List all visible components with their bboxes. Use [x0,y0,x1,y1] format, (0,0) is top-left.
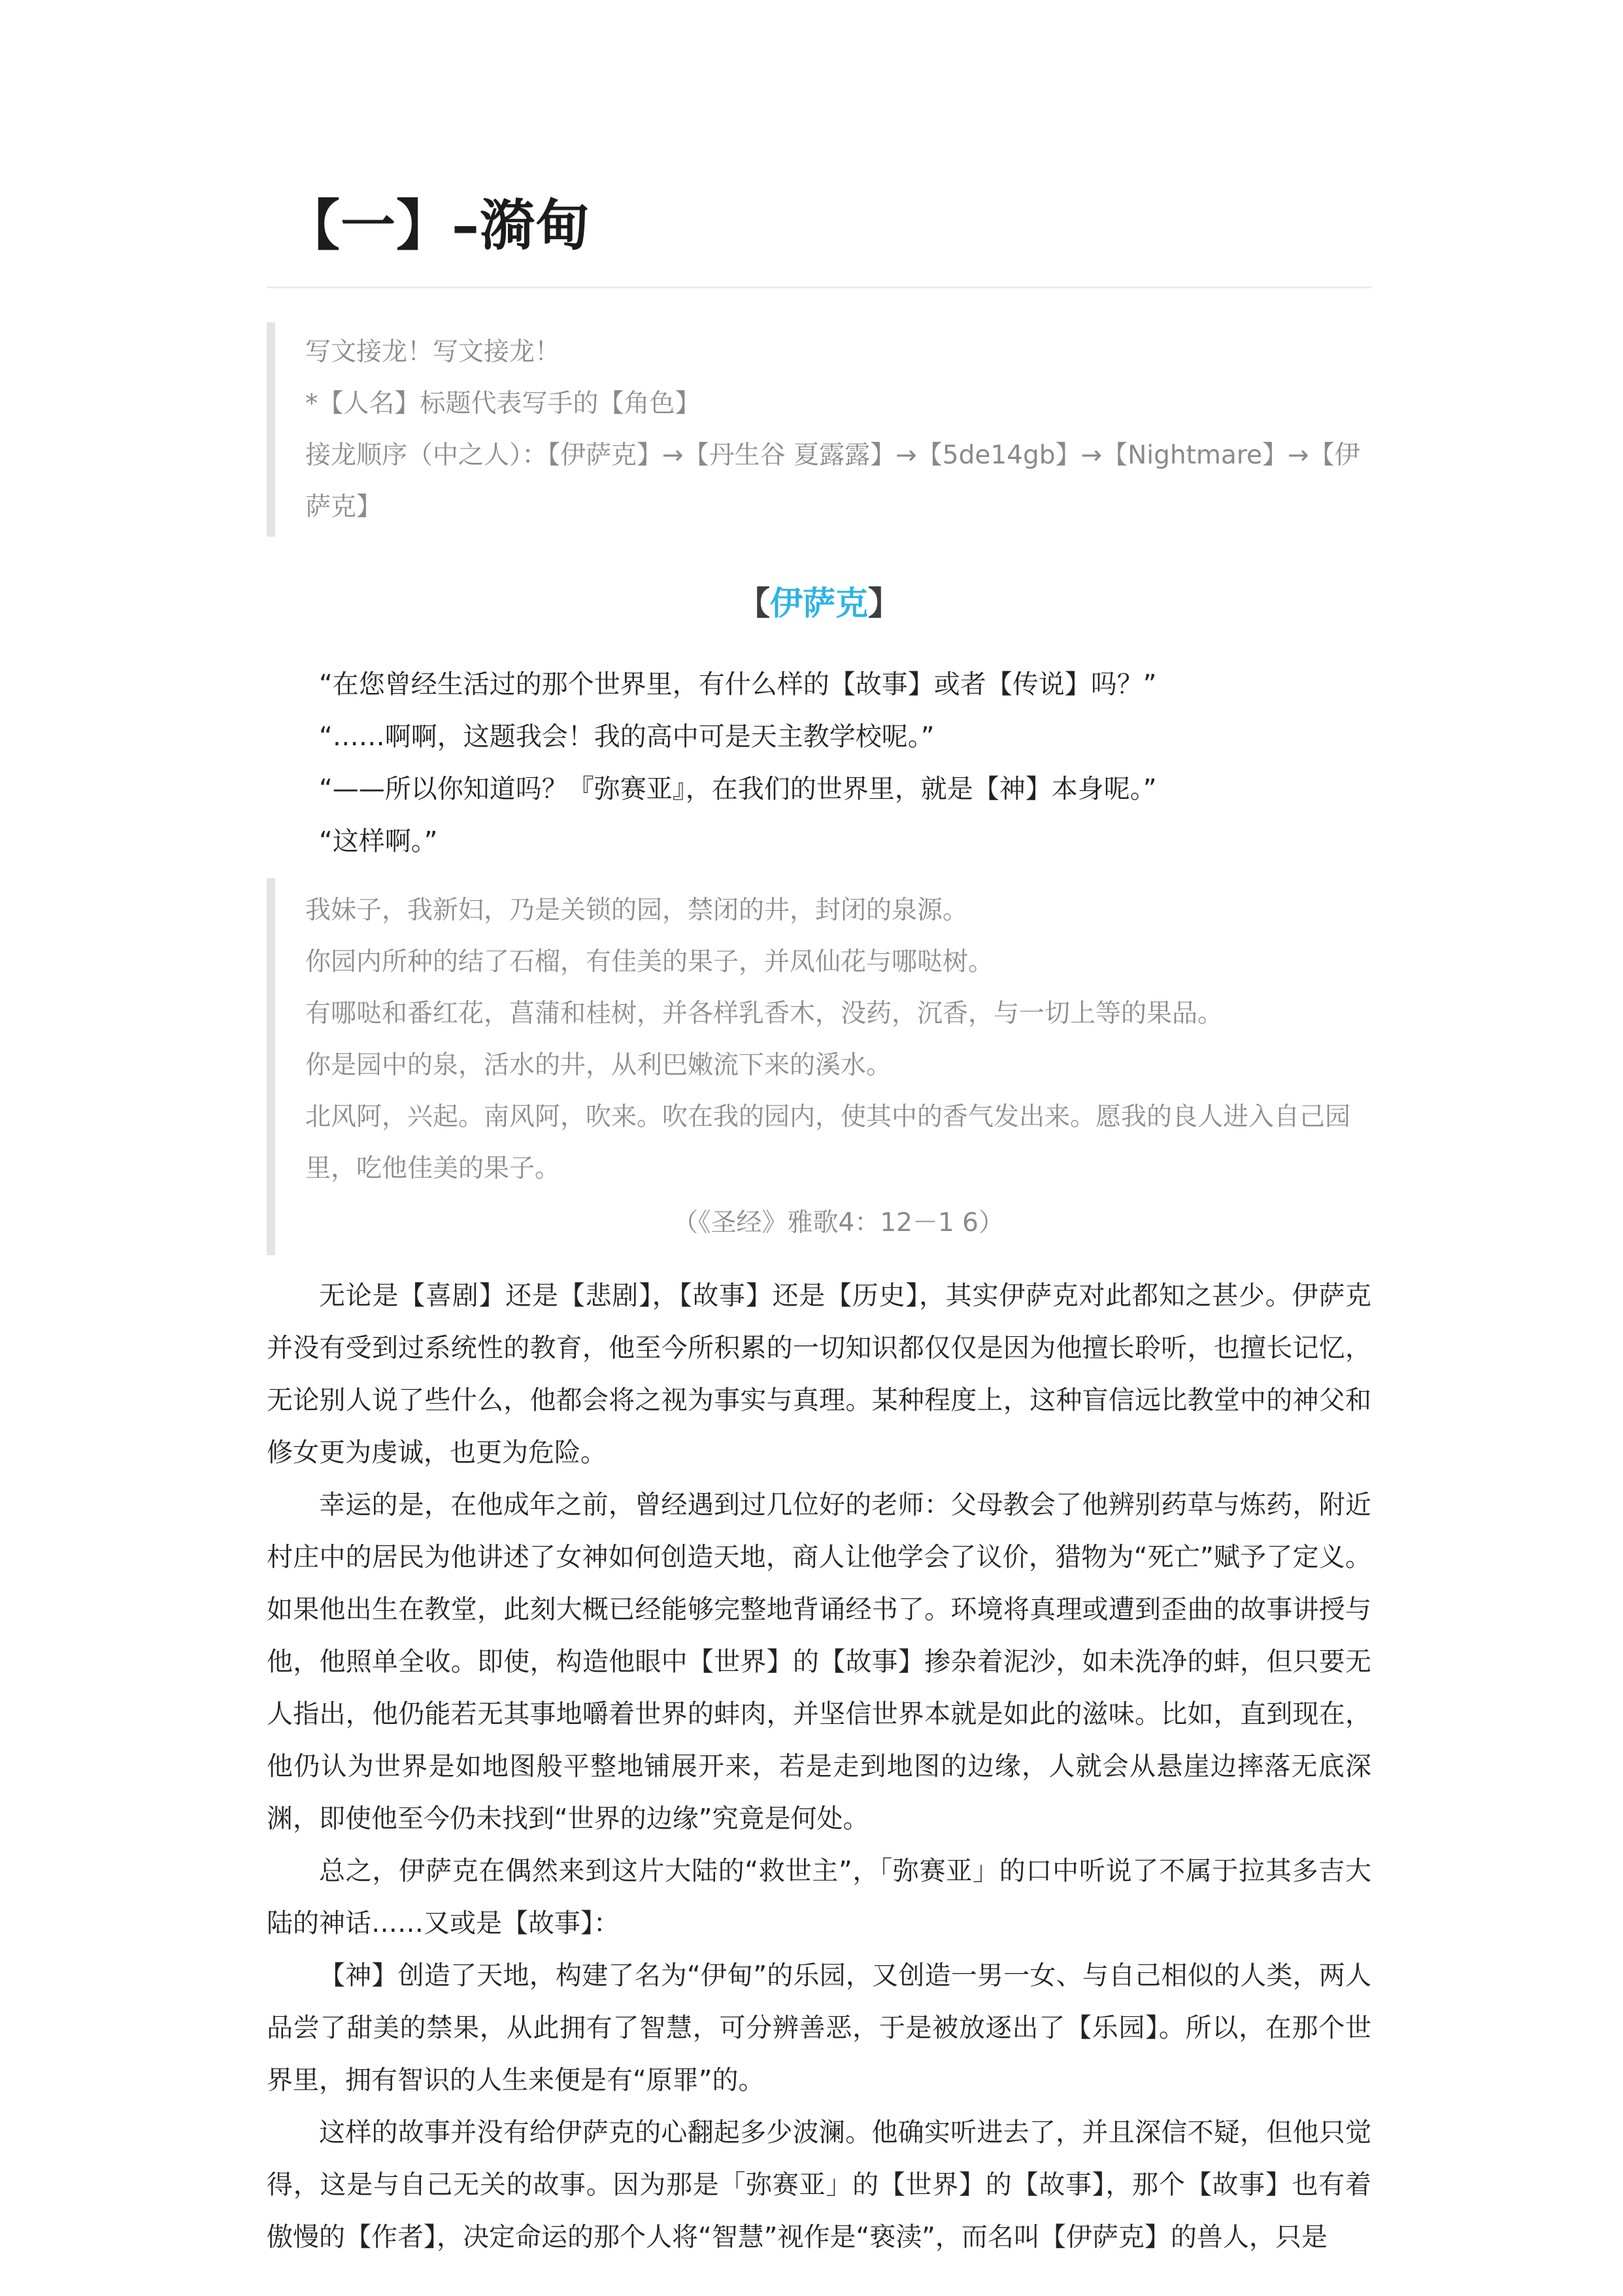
dialogue-line: “这样啊。” [319,826,438,856]
intro-line: *【人名】标题代表写手的【角色】 [305,389,701,418]
verse-line: 你是园中的泉，活水的井，从利巴嫩流下来的溪水。 [305,1051,892,1080]
title-divider [267,286,1371,288]
intro-line: 接龙顺序（中之人）：【伊萨克】→【丹生谷 夏露露】→【5de14gb】→【Nightmare】→【伊萨克】 [305,441,1360,522]
document-content [267,177,1371,2263]
body-paragraph: 幸运的是，在他成年之前，曾经遇到过几位好的老师：父母教会了他辨别药草与炼药，附近村庄中的居民为他讲述了女神如何创造天地，商人让他学会了议价，猎物为“死亡”赋予了定义。如果他出生在教堂，此刻大概已经能够完整地背诵经书了。环境将真理或遭到歪曲的故事讲授与他，他照单全收。即使，构造他眼中【世界】的【故事】掺杂着泥沙，如未洗净的蚌，但只要无人指出，他仍能若无其事地嚼着世界的蚌肉，并坚信世界本就是如此的滋味。比如，直到现在，他仍认为世界是如地图般平整地铺展开来，若是走到地图的边缘，人就会从悬崖边摔落无底深渊，即使他至今仍未找到“世界的边缘”究竟是何处。 [267,1490,1371,1834]
page-title: 【一】–漪甸 [285,194,592,258]
intro-line: 写文接龙！写文接龙！ [305,337,561,367]
dialogue-line: “在您曾经生活过的那个世界里，有什么样的【故事】或者【传说】吗？” [319,669,1157,700]
intro-note-block [267,322,1371,537]
scripture-quote-block [267,878,1371,1255]
author-bracket-open: 【 [737,584,770,622]
opening-dialogue [267,658,1371,868]
section-author-heading [267,571,1371,636]
body-paragraph: 总之，伊萨克在偶然来到这片大陆的“救世主”，「弥赛亚」的口中听说了不属于拉其多吉大陆的神话……又或是【故事】： [267,1856,1371,1938]
dialogue-line: “……啊啊，这题我会！我的高中可是天主教学校呢。” [319,722,935,752]
author-bracket-close: 】 [868,584,901,622]
body-paragraph: 【神】创造了天地，构建了名为“伊甸”的乐园，又创造一男一女、与自己相似的人类，两人品尝了甜美的禁果，从此拥有了智慧，可分辨善恶，于是被放逐出了【乐园】。所以，在那个世界里，拥有智识的人生来便是有“原罪”的。 [267,1961,1371,2095]
author-name: 伊萨克 [770,584,868,622]
dialogue-line: “——所以你知道吗？『弥赛亚』，在我们的世界里，就是【神】本身呢。” [319,774,1157,804]
verse-line: 有哪哒和番红花，菖蒲和桂树，并各样乳香木，没药，沉香，与一切上等的果品。 [305,999,1224,1028]
story-body [267,1270,1371,2263]
verse-line: 你园内所种的结了石榴，有佳美的果子，并凤仙花与哪哒树。 [305,947,994,977]
body-paragraph: 无论是【喜剧】还是【悲剧】，【故事】还是【历史】，其实伊萨克对此都知之甚少。伊萨克并没有受到过系统性的教育，他至今所积累的一切知识都仅仅是因为他擅长聆听，也擅长记忆，无论别人说了些什么，他都会将之视为事实与真理。某种程度上，这种盲信远比教堂中的神父和修女更为虔诚，也更为危险。 [267,1281,1371,1468]
verse-line: 北风阿，兴起。南风阿，吹来。吹在我的园内，使其中的香气发出来。愿我的良人进入自己园里，吃他佳美的果子。 [305,1102,1351,1183]
verse-line: 我妹子，我新妇，乃是关锁的园，禁闭的井，封闭的泉源。 [305,896,969,925]
verse-citation: （《圣经》雅歌4：12－1 6） [673,1208,1004,1238]
body-paragraph: 这样的故事并没有给伊萨克的心翻起多少波澜。他确实听进去了，并且深信不疑，但他只觉得，这是与自己无关的故事。因为那是「弥赛亚」的【世界】的【故事】，那个【故事】也有着傲慢的【作者】，决定命运的那个人将“智慧”视作是“亵渎”，而名叫【伊萨克】的兽人，只是 [267,2118,1371,2252]
